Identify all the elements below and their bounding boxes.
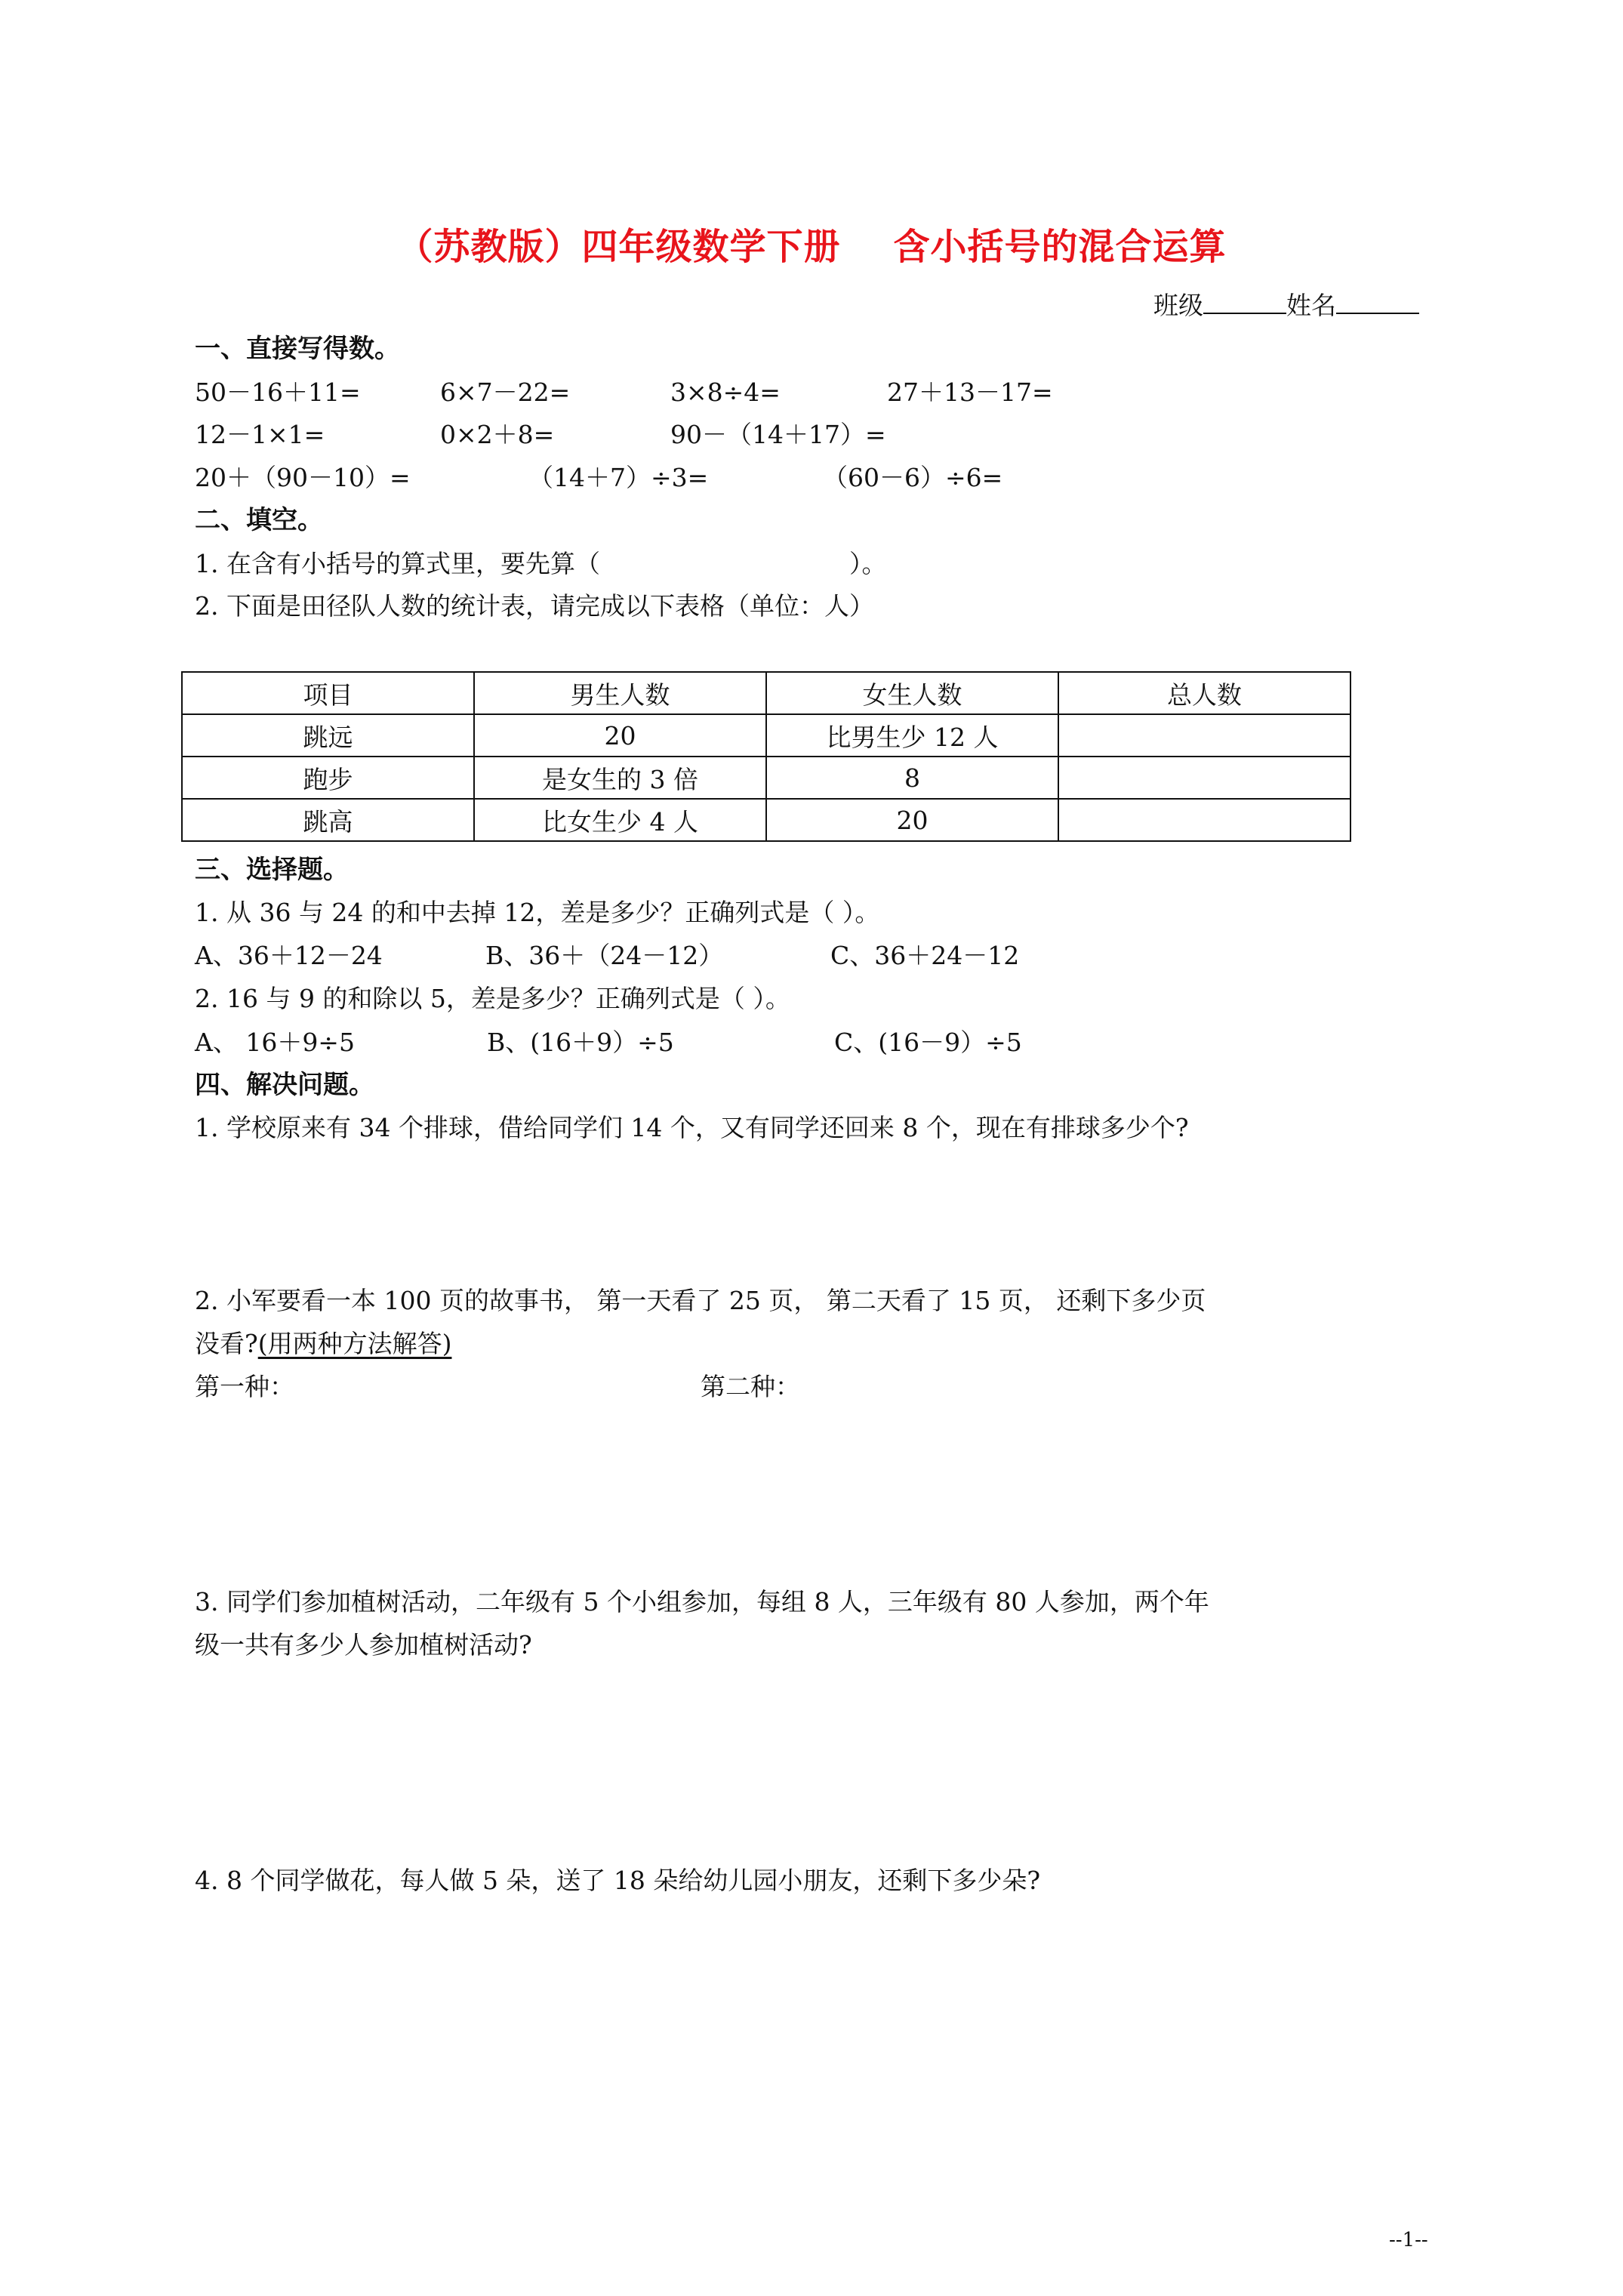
header-cell-boys: 男生人数 bbox=[474, 672, 766, 714]
name-label: 姓名 bbox=[1286, 291, 1336, 320]
section4-heading: 四、解决问题。 bbox=[195, 1070, 374, 1100]
table-row bbox=[182, 714, 1350, 757]
table-cell: 20 bbox=[766, 799, 1058, 841]
header-cell-item: 项目 bbox=[182, 672, 474, 714]
section1-heading: 一、直接写得数。 bbox=[195, 334, 400, 364]
fill-question-1 bbox=[195, 549, 886, 579]
table-cell: 是女生的 3 倍 bbox=[474, 757, 766, 799]
table-cell: 比女生少 4 人 bbox=[474, 799, 766, 841]
table-cell-blank bbox=[1058, 757, 1350, 799]
choice-q2-option-a: A、 16＋9÷5 bbox=[195, 1028, 355, 1057]
choice-q1-option-c: C、36＋24－12 bbox=[830, 941, 1020, 970]
fill-q1-suffix: ）。 bbox=[848, 549, 887, 578]
calc-1-2: 6×7－22= bbox=[440, 378, 571, 407]
calc-2-1: 12－1×1= bbox=[195, 420, 325, 449]
class-name-fields bbox=[1153, 290, 1419, 321]
choice-question-2: 2. 16 与 9 的和除以 5，差是多少？正确列式是（ ）。 bbox=[195, 984, 790, 1013]
fill-q1-prefix: 1. 在含有小括号的算式里，要先算（ bbox=[195, 549, 600, 578]
title-part2: 含小括号的混合运算 bbox=[893, 226, 1227, 268]
table-cell: 20 bbox=[474, 714, 766, 757]
table-row bbox=[182, 757, 1350, 799]
choice-q2-option-b: B、(16＋9）÷5 bbox=[487, 1028, 674, 1057]
calc-1-4: 27＋13－17= bbox=[887, 378, 1053, 407]
table-row bbox=[182, 799, 1350, 841]
section3-heading: 三、选择题。 bbox=[195, 855, 349, 885]
table-cell-blank bbox=[1058, 714, 1350, 757]
problem-2-line1: 2. 小军要看一本 100 页的故事书， 第一天看了 25 页， 第二天看了 15 页， 还剩下多少页 bbox=[195, 1286, 1206, 1315]
class-blank bbox=[1203, 290, 1286, 314]
name-blank bbox=[1336, 290, 1419, 314]
problem-3-line1: 3. 同学们参加植树活动，二年级有 5 个小组参加，每组 8 人，三年级有 80 人参加，两个年 bbox=[195, 1587, 1209, 1616]
problem-3-line2: 级一共有多少人参加植树活动? bbox=[195, 1630, 532, 1660]
page-title bbox=[0, 217, 1623, 270]
table-cell: 比男生少 12 人 bbox=[766, 714, 1058, 757]
track-team-table bbox=[181, 671, 1351, 842]
calc-2-3: 90－（14＋17）= bbox=[670, 420, 886, 449]
fill-question-2: 2. 下面是田径队人数的统计表，请完成以下表格（单位：人） bbox=[195, 591, 874, 621]
header-cell-girls: 女生人数 bbox=[766, 672, 1058, 714]
table-header-row bbox=[182, 672, 1350, 714]
choice-q2-option-c: C、(16－9）÷5 bbox=[834, 1028, 1022, 1057]
problem-2-text: 没看? bbox=[195, 1329, 258, 1358]
header-cell-total: 总人数 bbox=[1058, 672, 1350, 714]
calc-3-3: （60－6）÷6= bbox=[823, 463, 1003, 492]
calc-1-3: 3×8÷4= bbox=[670, 378, 781, 407]
method-1-label: 第一种： bbox=[195, 1372, 294, 1401]
table-cell: 跳远 bbox=[182, 714, 474, 757]
calc-3-1: 20＋（90－10）= bbox=[195, 463, 411, 492]
method-2-label: 第二种： bbox=[701, 1372, 800, 1401]
page-number: --1-- bbox=[1389, 2229, 1428, 2251]
calc-2-2: 0×2＋8= bbox=[440, 420, 555, 449]
choice-q1-option-b: B、36＋（24－12） bbox=[485, 941, 724, 970]
table-cell: 跑步 bbox=[182, 757, 474, 799]
calc-3-2: （14＋7）÷3= bbox=[528, 463, 709, 492]
table-cell-blank bbox=[1058, 799, 1350, 841]
problem-4: 4. 8 个同学做花，每人做 5 朵，送了 18 朵给幼儿园小朋友，还剩下多少朵? bbox=[195, 1866, 1041, 1895]
problem-2-instruction: (用两种方法解答) bbox=[257, 1329, 452, 1358]
choice-question-1: 1. 从 36 与 24 的和中去掉 12，差是多少？正确列式是（ ）。 bbox=[195, 898, 880, 927]
problem-2-line2 bbox=[195, 1329, 451, 1359]
title-part1: （苏教版）四年级数学下册 bbox=[396, 226, 841, 268]
class-label: 班级 bbox=[1153, 291, 1203, 320]
choice-q1-option-a: A、36＋12－24 bbox=[195, 941, 383, 970]
table-cell: 8 bbox=[766, 757, 1058, 799]
table-cell: 跳高 bbox=[182, 799, 474, 841]
problem-1: 1. 学校原来有 34 个排球，借给同学们 14 个，又有同学还回来 8 个，现在有排球多少个? bbox=[195, 1113, 1189, 1142]
section2-heading: 二、填空。 bbox=[195, 505, 323, 535]
calc-1-1: 50－16＋11= bbox=[195, 378, 361, 407]
